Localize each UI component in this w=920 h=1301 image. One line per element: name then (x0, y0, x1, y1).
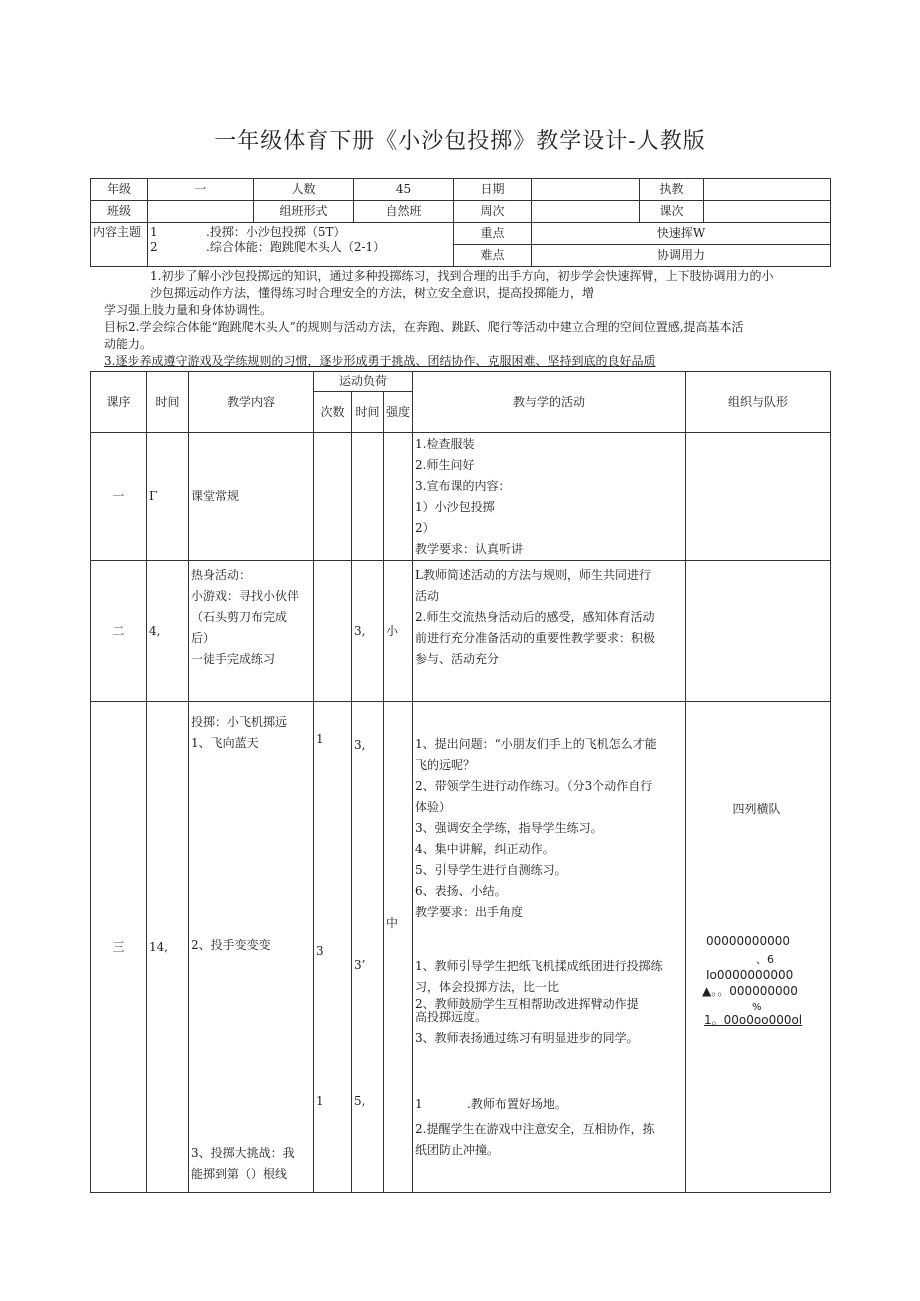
table-row (91, 433, 831, 561)
row3-org (686, 702, 831, 1193)
lesson-table (90, 371, 831, 1193)
topic-1: .投掷：小沙包投掷（5T） (206, 225, 346, 239)
goal-2b: 动能力。 (104, 337, 153, 351)
goal-1b: 沙包掷远动作方法，懂得练习时合理安全的方法，树立安全意识，提高投掷能力，增 (150, 286, 595, 300)
row3-act-line: 2.提醒学生在游戏中注意安全，互相协作，拣 (415, 1122, 655, 1136)
row1-act-line: 2.师生问好 (415, 458, 475, 472)
row2-act-line: 2.师生交流热身活动后的感受，感知体育活动 (415, 610, 655, 624)
row2-content-line: （石头剪刀布完成 (191, 610, 288, 624)
class-label: 班级 (91, 201, 148, 223)
row3-content-line: 投掷：小飞机掷远 (191, 715, 288, 729)
row1-times (314, 433, 352, 561)
row2-seq: 二 (91, 561, 147, 702)
key-label: 重点 (454, 223, 532, 245)
date-value (532, 179, 640, 201)
row3-act-line: 教学要求：出手角度 (415, 905, 524, 919)
formation-line: Io0000000000 (706, 968, 794, 982)
diff-value: 协调用力 (532, 245, 831, 267)
row1-seq: 一 (91, 433, 147, 561)
row1-act-line: 1）小沙包投掷 (415, 500, 495, 514)
table-row (91, 702, 831, 1193)
row3-content-b: 2、投手变变变 (191, 938, 271, 952)
formation-line: 1。00o0oo000ol (704, 1013, 803, 1027)
org-label: 组班形式 (254, 201, 354, 223)
row3-act-line: 3、强调安全学练，指导学生练习。 (415, 821, 603, 835)
row3-act-line: 高投掷远度。 (415, 1010, 488, 1024)
diff-label: 难点 (454, 245, 532, 267)
formation-line: 、6 (756, 953, 774, 966)
row3-act-line: 5、引导学生进行自测练习。 (415, 863, 567, 877)
org-value: 自然班 (354, 201, 454, 223)
row1-intensity (384, 433, 413, 561)
row3-act-line: 6、表扬、小结。 (415, 884, 507, 898)
row3-act-line: 1、提出问题：“小朋友们手上的飞机怎么才能 (415, 737, 657, 751)
topic-2-num: 2 (150, 240, 158, 254)
row1-act-line: 教学要求：认真听讲 (415, 542, 524, 556)
row3-act-line: 4、集中讲解，纠正动作。 (415, 842, 555, 856)
row2-act-line: 活动 (415, 589, 440, 603)
row2-content-line: 一徒手完成练习 (191, 652, 276, 666)
row1-act-line: 1.检查服装 (415, 437, 475, 451)
week-value (532, 201, 640, 223)
row2-act-line: 参与、活动充分 (415, 652, 500, 666)
row3-act-c-num: 1 (415, 1097, 423, 1111)
row3-times (314, 702, 352, 1193)
lesson-label: 课次 (640, 201, 704, 223)
row3-content-line: 1、飞向蓝天 (191, 736, 259, 750)
info-table (90, 178, 831, 267)
row1-time: Γ (147, 433, 189, 561)
header-time: 时间 (147, 372, 189, 433)
row2-duration: 3, (352, 561, 384, 702)
row2-act-line: L教师简述活动的方法与规则，师生共同进行 (415, 568, 651, 582)
goal-1a: 1.初步了解小沙包投掷远的知识，通过多种投掷练习，找到合理的出手方向，初步学会快速挥臂，上下肢协调用力的小 (150, 269, 774, 283)
teacher-value (704, 179, 831, 201)
row1-activity (413, 433, 686, 561)
header-org: 组织与队形 (686, 372, 831, 433)
row3-seq: 三 (91, 702, 147, 1193)
lesson-value (704, 201, 831, 223)
count-label: 人数 (254, 179, 354, 201)
row3-content-line: 能掷到第（）根线 (191, 1167, 288, 1181)
row3-act-line: 纸团防止冲撞。 (415, 1143, 500, 1157)
row2-content-line: 热身活动： (191, 568, 252, 582)
row1-duration (352, 433, 384, 561)
row2-activity (413, 561, 686, 702)
row3-act-line: 体验） (415, 800, 452, 814)
row3-dur-a: 3, (354, 738, 366, 752)
header-duration: 时间 (352, 392, 384, 433)
goal-3: 3.逐步养成遵守游戏及学练规则的习惯，逐步形成勇于挑战、团结协作、克服困难、坚持到底的良好品质 (104, 354, 656, 368)
row3-act-line: 3、教师表扬通过练习有明显进步的同学。 (415, 1031, 639, 1045)
header-activity: 教与学的活动 (413, 372, 686, 433)
header-load: 运动负荷 (314, 372, 413, 392)
row3-times-b: 3 (316, 944, 324, 958)
header-intensity: 强度 (384, 392, 413, 433)
topic-1-num: 1 (150, 225, 158, 239)
row2-content-line: 后） (191, 631, 216, 645)
row3-time: 14, (147, 702, 189, 1193)
date-label: 日期 (454, 179, 532, 201)
teacher-label: 执教 (640, 179, 704, 201)
row3-times-a: 1 (316, 732, 324, 746)
topic-2: .综合体能：跑跳爬木头人（2-1） (206, 240, 386, 254)
formation-line: ▲。。000000000 (702, 984, 798, 998)
row3-dur-c: 5, (354, 1094, 366, 1108)
row3-act-line: 2、教师鼓励学生互相帮助改进挥臂动作提 (415, 997, 639, 1011)
goal-2a: 目标2.学会综合体能“跑跳爬木头人”的规则与活动方法，在奔跑、跳跃、爬行等活动中建立合理的空间位置感,提高基本活 (104, 320, 744, 334)
page-title: 一年级体育下册《小沙包投掷》教学设计-人教版 (214, 129, 706, 154)
header-seq: 课序 (91, 372, 147, 433)
row3-content-line: 3、投掷大挑战：我 (191, 1146, 295, 1160)
count-value: 45 (354, 179, 454, 201)
row3-times-c: 1 (316, 1094, 324, 1108)
formation-line: 00000000000 (706, 934, 790, 948)
row2-content (189, 561, 314, 702)
row1-act-line: 3.宣布课的内容： (415, 479, 511, 493)
row2-time: 4, (147, 561, 189, 702)
row3-act-line: .教师布置好场地。 (467, 1097, 567, 1111)
row2-intensity: 小 (384, 561, 413, 702)
week-label: 周次 (454, 201, 532, 223)
formation-title: 四列横队 (732, 802, 781, 816)
topic-label: 内容主题 (91, 223, 148, 267)
header-times: 次数 (314, 392, 352, 433)
row1-act-line: 2） (415, 521, 435, 535)
goal-1c: 学习强上肢力量和身体协调性。 (104, 303, 273, 317)
row3-act-line: 2、带领学生进行动作练习。（分3个动作自行 (415, 779, 653, 793)
row1-content: 课堂常规 (189, 433, 314, 561)
row3-content (189, 702, 314, 1193)
row3-dur-b: 3’ (354, 958, 366, 972)
topic-lines (148, 223, 454, 267)
grade-label: 年级 (91, 179, 148, 201)
row3-intensity (384, 702, 413, 1193)
row2-times (314, 561, 352, 702)
table-row (91, 561, 831, 702)
row2-act-line: 前进行充分准备活动的重要性教学要求：积极 (415, 631, 656, 645)
row3-act-line: 习，体会投掷方法，比一比 (415, 980, 560, 994)
header-content: 教学内容 (189, 372, 314, 433)
row3-activity (413, 702, 686, 1193)
row3-act-line: 飞的远呢？ (415, 758, 476, 772)
row2-org (686, 561, 831, 702)
row3-act-line: 1、教师引导学生把纸飞机揉成纸团进行投掷练 (415, 959, 663, 973)
row3-intensity-value: 中 (386, 916, 399, 930)
key-value: 快速挥W (532, 223, 831, 245)
row1-org (686, 433, 831, 561)
class-value (148, 201, 254, 223)
formation-line: % (752, 1002, 762, 1013)
row2-content-line: 小游戏：寻找小伙伴 (191, 589, 300, 603)
row3-duration (352, 702, 384, 1193)
grade-value: 一 (148, 179, 254, 201)
